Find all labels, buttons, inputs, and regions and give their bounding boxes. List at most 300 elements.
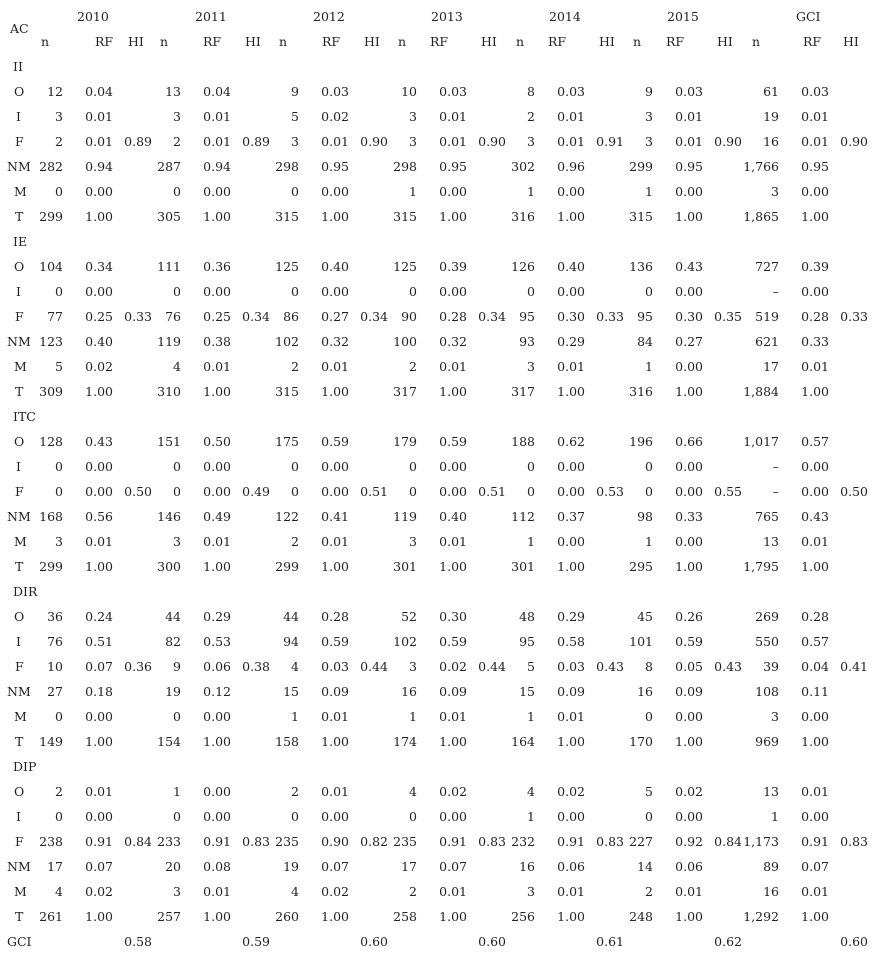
cell-rf: 0.00 <box>675 709 703 724</box>
cell-rf: 1.00 <box>675 909 703 924</box>
cell-n: 0 <box>55 459 63 474</box>
row-label: M <box>14 534 27 549</box>
cell-n: 317 <box>511 384 535 399</box>
cell-rf: 0.01 <box>557 709 585 724</box>
cell-n: 3 <box>771 184 779 199</box>
cell-hi: 0.51 <box>478 484 506 499</box>
cell-rf: 0.00 <box>203 784 231 799</box>
cell-n: 146 <box>157 509 181 524</box>
cell-rf: 1.00 <box>557 909 585 924</box>
subheader-n: n <box>752 34 761 49</box>
cell-n: 3 <box>527 134 535 149</box>
cell-rf: 0.00 <box>203 809 231 824</box>
row-label: T <box>15 559 24 574</box>
cell-rf: 0.29 <box>557 334 585 349</box>
cell-n: 119 <box>157 334 181 349</box>
year-header: 2010 <box>77 9 109 24</box>
cell-rf: 0.09 <box>439 684 467 699</box>
cell-rf: 0.34 <box>85 259 113 274</box>
cell-hi: 0.91 <box>596 134 624 149</box>
cell-n: 77 <box>47 309 63 324</box>
cell-rf: 0.00 <box>85 459 113 474</box>
row-label: T <box>15 734 24 749</box>
cell-n: 1,292 <box>743 909 779 924</box>
cell-rf: 0.25 <box>203 309 231 324</box>
section-label: IE <box>13 234 28 249</box>
cell-n: 3 <box>55 534 63 549</box>
cell-rf: 0.28 <box>801 609 829 624</box>
cell-rf: 0.28 <box>439 309 467 324</box>
cell-n: 248 <box>629 909 653 924</box>
row-label: I <box>16 634 21 649</box>
row-label: I <box>16 284 21 299</box>
cell-rf: 0.59 <box>321 434 349 449</box>
subheader-hi: HI <box>843 34 859 49</box>
cell-rf: 1.00 <box>801 209 829 224</box>
year-header: 2014 <box>549 9 581 24</box>
cell-rf: 0.06 <box>675 859 703 874</box>
cell-n: 315 <box>275 384 299 399</box>
cell-rf: 0.00 <box>675 284 703 299</box>
cell-rf: 0.00 <box>203 709 231 724</box>
cell-rf: 1.00 <box>85 734 113 749</box>
cell-rf: 0.03 <box>439 84 467 99</box>
cell-n: 3 <box>173 884 181 899</box>
cell-rf: 0.25 <box>85 309 113 324</box>
cell-hi: 0.83 <box>840 834 868 849</box>
cell-rf: 0.07 <box>801 859 829 874</box>
cell-n: 188 <box>511 434 535 449</box>
subheader-n: n <box>398 34 407 49</box>
cell-rf: 0.01 <box>439 884 467 899</box>
cell-rf: 0.01 <box>439 109 467 124</box>
cell-n: 9 <box>173 659 181 674</box>
cell-n: 0 <box>55 484 63 499</box>
cell-rf: 0.95 <box>439 159 467 174</box>
cell-n: 298 <box>275 159 299 174</box>
cell-rf: 0.02 <box>321 884 349 899</box>
cell-n: 125 <box>275 259 299 274</box>
cell-rf: 0.91 <box>85 834 113 849</box>
cell-n: 48 <box>519 609 535 624</box>
cell-n: – <box>772 459 779 474</box>
cell-rf: 0.09 <box>557 684 585 699</box>
row-label: F <box>15 134 24 149</box>
cell-n: 17 <box>763 359 779 374</box>
cell-n: 76 <box>47 634 63 649</box>
subheader-rf: RF <box>430 34 449 49</box>
cell-rf: 0.91 <box>203 834 231 849</box>
cell-rf: 0.30 <box>675 309 703 324</box>
cell-rf: 0.01 <box>85 109 113 124</box>
cell-n: 315 <box>629 209 653 224</box>
cell-n: 0 <box>55 184 63 199</box>
cell-rf: 0.59 <box>675 634 703 649</box>
cell-n: 3 <box>409 109 417 124</box>
subheader-hi: HI <box>364 34 380 49</box>
cell-rf: 0.58 <box>557 634 585 649</box>
row-label: O <box>14 84 25 99</box>
cell-n: 112 <box>511 509 535 524</box>
cell-n: 128 <box>39 434 63 449</box>
cell-hi: 0.34 <box>360 309 388 324</box>
cell-n: 3 <box>527 359 535 374</box>
cell-n: 2 <box>645 884 653 899</box>
cell-n: 151 <box>157 434 181 449</box>
cell-n: 238 <box>39 834 63 849</box>
cell-n: 0 <box>55 709 63 724</box>
subheader-n: n <box>160 34 169 49</box>
cell-n: 12 <box>47 84 63 99</box>
cell-rf: 0.00 <box>675 459 703 474</box>
cell-rf: 0.43 <box>675 259 703 274</box>
row-label: F <box>15 659 24 674</box>
cell-n: 299 <box>39 209 63 224</box>
cell-n: 4 <box>291 659 299 674</box>
cell-rf: 0.01 <box>557 134 585 149</box>
cell-rf: 0.04 <box>801 659 829 674</box>
cell-n: 0 <box>291 809 299 824</box>
cell-n: 2 <box>527 109 535 124</box>
row-label: O <box>14 609 25 624</box>
cell-n: 19 <box>283 859 299 874</box>
cell-rf: 1.00 <box>203 909 231 924</box>
row-label: NM <box>7 684 31 699</box>
cell-n: 256 <box>511 909 535 924</box>
cell-n: 8 <box>527 84 535 99</box>
cell-rf: 0.59 <box>321 634 349 649</box>
cell-rf: 0.03 <box>321 84 349 99</box>
cell-n: 1 <box>409 184 417 199</box>
cell-rf: 0.01 <box>801 534 829 549</box>
cell-hi: 0.34 <box>478 309 506 324</box>
cell-n: 1 <box>645 359 653 374</box>
cell-hi: 0.83 <box>596 834 624 849</box>
cell-rf: 0.00 <box>85 709 113 724</box>
cell-n: 104 <box>39 259 63 274</box>
cell-rf: 0.09 <box>321 684 349 699</box>
cell-rf: 0.00 <box>439 484 467 499</box>
subheader-n: n <box>633 34 642 49</box>
cell-n: 9 <box>291 84 299 99</box>
cell-rf: 1.00 <box>557 734 585 749</box>
cell-rf: 0.33 <box>675 509 703 524</box>
cell-rf: 0.36 <box>203 259 231 274</box>
cell-rf: 0.01 <box>801 784 829 799</box>
cell-n: 235 <box>393 834 417 849</box>
cell-rf: 0.01 <box>203 134 231 149</box>
cell-hi: 0.41 <box>840 659 868 674</box>
cell-n: 765 <box>755 509 779 524</box>
cell-n: 111 <box>157 259 181 274</box>
cell-rf: 0.96 <box>557 159 585 174</box>
cell-rf: 0.39 <box>439 259 467 274</box>
cell-rf: 1.00 <box>321 209 349 224</box>
cell-rf: 0.00 <box>439 459 467 474</box>
cell-n: 13 <box>165 84 181 99</box>
cell-n: 2 <box>291 359 299 374</box>
cell-rf: 0.00 <box>801 709 829 724</box>
cell-rf: 0.02 <box>675 784 703 799</box>
cell-rf: 0.00 <box>85 809 113 824</box>
gci-value: 0.59 <box>242 934 270 949</box>
cell-n: 260 <box>275 909 299 924</box>
cell-rf: 0.51 <box>85 634 113 649</box>
cell-rf: 0.66 <box>675 434 703 449</box>
cell-n: 2 <box>55 784 63 799</box>
cell-n: 17 <box>47 859 63 874</box>
cell-hi: 0.33 <box>124 309 152 324</box>
cell-n: 4 <box>527 784 535 799</box>
cell-rf: 0.62 <box>557 434 585 449</box>
cell-rf: 1.00 <box>85 909 113 924</box>
cell-n: 1 <box>771 809 779 824</box>
section-label: DIP <box>13 759 37 774</box>
gci-value: 0.62 <box>714 934 742 949</box>
cell-n: 1 <box>645 534 653 549</box>
cell-rf: 0.30 <box>439 609 467 624</box>
cell-n: 3 <box>409 134 417 149</box>
cell-n: 3 <box>173 109 181 124</box>
cell-rf: 0.01 <box>439 534 467 549</box>
subheader-rf: RF <box>322 34 341 49</box>
cell-n: 1 <box>527 534 535 549</box>
cell-n: 3 <box>771 709 779 724</box>
cell-n: 1 <box>409 709 417 724</box>
cell-n: 621 <box>755 334 779 349</box>
cell-n: 2 <box>409 884 417 899</box>
cell-n: 4 <box>173 359 181 374</box>
cell-rf: 0.92 <box>675 834 703 849</box>
cell-rf: 0.01 <box>321 359 349 374</box>
year-header: 2013 <box>431 9 463 24</box>
cell-rf: 0.00 <box>675 184 703 199</box>
cell-rf: 0.09 <box>675 684 703 699</box>
cell-n: 316 <box>629 384 653 399</box>
cell-rf: 0.12 <box>203 684 231 699</box>
cell-rf: 0.01 <box>203 534 231 549</box>
cell-rf: 0.00 <box>321 484 349 499</box>
subheader-n: n <box>279 34 288 49</box>
cell-hi: 0.90 <box>840 134 868 149</box>
subheader-hi: HI <box>481 34 497 49</box>
cell-n: 76 <box>165 309 181 324</box>
cell-n: 98 <box>637 509 653 524</box>
cell-n: 19 <box>763 109 779 124</box>
cell-rf: 0.00 <box>557 184 585 199</box>
cell-rf: 0.01 <box>85 134 113 149</box>
cell-n: 257 <box>157 909 181 924</box>
cell-n: 282 <box>39 159 63 174</box>
cell-rf: 0.03 <box>801 84 829 99</box>
cell-rf: 0.59 <box>439 634 467 649</box>
cell-hi: 0.83 <box>242 834 270 849</box>
cell-rf: 0.00 <box>85 284 113 299</box>
cell-rf: 0.40 <box>321 259 349 274</box>
cell-rf: 0.01 <box>203 884 231 899</box>
cell-rf: 0.01 <box>557 884 585 899</box>
cell-n: 0 <box>409 484 417 499</box>
cell-rf: 0.57 <box>801 434 829 449</box>
cell-n: 0 <box>173 484 181 499</box>
cell-rf: 0.01 <box>801 359 829 374</box>
row-label: F <box>15 484 24 499</box>
cell-rf: 1.00 <box>203 559 231 574</box>
row-label: NM <box>7 859 31 874</box>
cell-n: 1 <box>291 709 299 724</box>
cell-n: 3 <box>291 134 299 149</box>
cell-n: 108 <box>755 684 779 699</box>
cell-n: 16 <box>401 684 417 699</box>
row-label: NM <box>7 159 31 174</box>
cell-rf: 0.53 <box>203 634 231 649</box>
cell-n: 1,173 <box>743 834 779 849</box>
cell-n: 122 <box>275 509 299 524</box>
cell-n: 0 <box>291 484 299 499</box>
cell-rf: 0.39 <box>801 259 829 274</box>
row-label: NM <box>7 334 31 349</box>
cell-rf: 1.00 <box>321 909 349 924</box>
cell-n: 126 <box>511 259 535 274</box>
cell-n: 0 <box>291 284 299 299</box>
cell-rf: 0.94 <box>85 159 113 174</box>
cell-n: 3 <box>409 659 417 674</box>
cell-rf: 0.00 <box>675 359 703 374</box>
row-label: I <box>16 459 21 474</box>
cell-n: 16 <box>763 134 779 149</box>
cell-rf: 0.32 <box>439 334 467 349</box>
cell-rf: 0.00 <box>321 284 349 299</box>
cell-n: – <box>772 484 779 499</box>
cell-rf: 0.33 <box>801 334 829 349</box>
cell-rf: 0.43 <box>801 509 829 524</box>
cell-rf: 1.00 <box>801 734 829 749</box>
cell-n: 301 <box>511 559 535 574</box>
gci-row-label: GCI <box>7 934 32 949</box>
cell-rf: 1.00 <box>675 559 703 574</box>
cell-rf: 0.00 <box>557 534 585 549</box>
cell-rf: 0.02 <box>439 784 467 799</box>
cell-rf: 0.00 <box>801 809 829 824</box>
subheader-hi: HI <box>717 34 733 49</box>
cell-n: 0 <box>645 484 653 499</box>
cell-rf: 1.00 <box>85 384 113 399</box>
cell-n: 301 <box>393 559 417 574</box>
cell-n: 123 <box>39 334 63 349</box>
cell-rf: 0.05 <box>675 659 703 674</box>
cell-rf: 0.00 <box>675 484 703 499</box>
subheader-hi: HI <box>599 34 615 49</box>
cell-hi: 0.33 <box>840 309 868 324</box>
cell-n: 0 <box>527 484 535 499</box>
cell-hi: 0.89 <box>242 134 270 149</box>
gci-value: 0.61 <box>596 934 624 949</box>
cell-rf: 0.01 <box>439 709 467 724</box>
cell-rf: 1.00 <box>203 734 231 749</box>
cell-n: 20 <box>165 859 181 874</box>
cell-n: 16 <box>637 684 653 699</box>
cell-n: 3 <box>527 884 535 899</box>
cell-n: 317 <box>393 384 417 399</box>
cell-n: 17 <box>401 859 417 874</box>
cell-hi: 0.44 <box>478 659 506 674</box>
cell-rf: 0.29 <box>203 609 231 624</box>
cell-rf: 1.00 <box>439 734 467 749</box>
cell-hi: 0.84 <box>124 834 152 849</box>
cell-rf: 0.00 <box>801 184 829 199</box>
cell-rf: 0.01 <box>439 134 467 149</box>
cell-rf: 0.00 <box>801 484 829 499</box>
cell-rf: 0.30 <box>557 309 585 324</box>
cell-rf: 1.00 <box>801 384 829 399</box>
cell-rf: 0.91 <box>801 834 829 849</box>
cell-rf: 0.00 <box>439 184 467 199</box>
cell-n: 94 <box>283 634 299 649</box>
cell-rf: 0.43 <box>85 434 113 449</box>
cell-n: 136 <box>629 259 653 274</box>
cell-rf: 0.00 <box>85 184 113 199</box>
cell-n: 170 <box>629 734 653 749</box>
cell-n: 298 <box>393 159 417 174</box>
row-label: T <box>15 384 24 399</box>
gci-value: 0.58 <box>124 934 152 949</box>
cell-rf: 0.08 <box>203 859 231 874</box>
cell-n: 10 <box>47 659 63 674</box>
cell-rf: 0.07 <box>321 859 349 874</box>
cell-rf: 0.00 <box>203 484 231 499</box>
cell-rf: 1.00 <box>557 559 585 574</box>
cell-n: 1,017 <box>743 434 779 449</box>
cell-n: 44 <box>283 609 299 624</box>
cell-n: 0 <box>173 809 181 824</box>
cell-rf: 0.00 <box>85 484 113 499</box>
year-header: GCI <box>796 9 821 24</box>
cell-n: 1 <box>173 784 181 799</box>
cell-n: 174 <box>393 734 417 749</box>
row-label: I <box>16 809 21 824</box>
section-label: II <box>13 59 23 74</box>
cell-rf: 0.01 <box>321 534 349 549</box>
cell-n: 299 <box>39 559 63 574</box>
cell-n: 44 <box>165 609 181 624</box>
cell-n: 125 <box>393 259 417 274</box>
cell-n: 0 <box>527 284 535 299</box>
cell-rf: 0.03 <box>557 84 585 99</box>
cell-rf: 0.00 <box>557 459 585 474</box>
cell-n: 14 <box>637 859 653 874</box>
cell-n: 4 <box>409 784 417 799</box>
cell-rf: 0.07 <box>85 659 113 674</box>
cell-rf: 0.56 <box>85 509 113 524</box>
cell-n: – <box>772 284 779 299</box>
cell-n: 101 <box>629 634 653 649</box>
cell-n: 93 <box>519 334 535 349</box>
cell-hi: 0.50 <box>124 484 152 499</box>
cell-rf: 0.50 <box>203 434 231 449</box>
cell-rf: 0.00 <box>801 459 829 474</box>
cell-n: 168 <box>39 509 63 524</box>
cell-n: 95 <box>519 634 535 649</box>
cell-n: 4 <box>55 884 63 899</box>
cell-n: 5 <box>645 784 653 799</box>
cell-rf: 1.00 <box>321 734 349 749</box>
cell-hi: 0.90 <box>478 134 506 149</box>
cell-n: 86 <box>283 309 299 324</box>
cell-n: 36 <box>47 609 63 624</box>
subheader-rf: RF <box>95 34 114 49</box>
cell-n: 519 <box>755 309 779 324</box>
cell-hi: 0.82 <box>360 834 388 849</box>
